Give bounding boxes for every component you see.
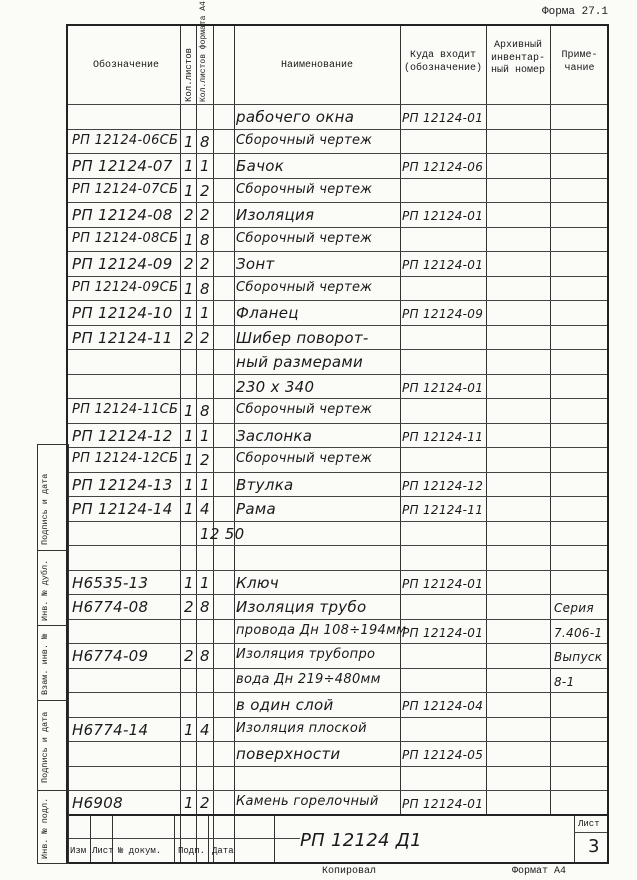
header-note: Приме-чание xyxy=(561,50,598,74)
cell-name: Сборочный чертеж xyxy=(236,451,373,466)
form-number: Форма 27.1 xyxy=(542,6,609,18)
row-line xyxy=(68,545,607,546)
cell-name: Втулка xyxy=(236,475,294,494)
cell-n2: 2 xyxy=(200,794,210,812)
row-line xyxy=(68,594,607,595)
tb-list-label: Лист xyxy=(578,819,600,829)
cell-note: 7.406-1 xyxy=(554,625,603,640)
cell-name: Сборочный чертеж xyxy=(236,279,373,295)
tb-line xyxy=(90,816,91,862)
cell-n1: 1 xyxy=(184,451,194,469)
row-line xyxy=(68,570,607,571)
cell-designation: РП 12124-11 xyxy=(72,328,173,347)
header-name: Наименование xyxy=(280,60,353,71)
cell-designation: РП 12124-08СБ xyxy=(72,230,179,246)
cell-where: РП 12124-05 xyxy=(402,748,484,762)
margin-line xyxy=(38,550,68,551)
cell-designation: РП 12124-11СБ xyxy=(72,402,179,417)
tb-line xyxy=(208,816,209,862)
margin-line xyxy=(38,700,68,701)
row-line xyxy=(68,692,607,693)
row-line xyxy=(68,325,607,326)
cell-n1: 2 xyxy=(184,206,194,224)
cell-name: Изоляция трубопро xyxy=(236,647,376,662)
cell-name: Сборочный чертеж xyxy=(236,132,373,148)
cell-name: ный размерами xyxy=(236,353,364,371)
cell-n1: 2 xyxy=(184,255,194,273)
cell-designation: РП 12124-13 xyxy=(72,475,173,494)
row-line xyxy=(68,276,607,277)
cell-n2: 8 xyxy=(200,132,210,151)
cell-n1: 1 xyxy=(184,500,194,518)
cell-n2: 1 xyxy=(200,157,210,175)
cell-note: 8-1 xyxy=(554,674,575,689)
tb-line xyxy=(174,816,175,862)
cell-n1: 1 xyxy=(184,230,194,249)
col-line xyxy=(196,26,197,862)
cell-where: РП 12124-01 xyxy=(402,258,484,272)
row-line xyxy=(68,790,607,791)
margin-inv-dubl: Инв. № дубл. xyxy=(40,559,50,621)
cell-n1: 2 xyxy=(184,647,194,665)
col-line xyxy=(234,26,235,816)
cell-n2: 1 xyxy=(200,475,210,494)
cell-designation: Н6774-09 xyxy=(72,647,149,665)
col-line xyxy=(400,26,401,816)
tb-line xyxy=(274,816,275,862)
cell-n1: 1 xyxy=(184,573,194,592)
cell-n2: 4 xyxy=(200,500,210,518)
row-line xyxy=(68,202,607,203)
header-line xyxy=(68,104,607,105)
col-line xyxy=(180,26,181,862)
cell-n1: 1 xyxy=(184,132,194,151)
cell-n1: 1 xyxy=(184,426,194,445)
cell-name: Изоляция плоской xyxy=(236,720,367,736)
row-line xyxy=(68,178,607,179)
cell-n1: 1 xyxy=(184,475,194,494)
cell-name: Зонт xyxy=(236,255,275,273)
cell-n1: 1 xyxy=(184,720,194,739)
cell-name: Рама xyxy=(236,500,276,518)
cell-n2: 2 xyxy=(200,206,210,224)
margin-stamp xyxy=(37,444,69,864)
cell-where: РП 12124-06 xyxy=(402,160,484,174)
col-line xyxy=(213,26,214,862)
cell-name: Сборочный чертеж xyxy=(236,230,373,246)
tb-list: Лист xyxy=(92,846,114,856)
cell-n1: 1 xyxy=(184,304,194,322)
tb-line xyxy=(234,816,235,862)
tb-data: Дата xyxy=(212,846,234,856)
cell-designation: Н6774-14 xyxy=(72,720,149,739)
row-line xyxy=(68,717,607,718)
cell-name: Бачок xyxy=(236,157,285,175)
header-sheets-count: Кол.листов xyxy=(184,47,194,102)
header-where-used: Куда входит (обозначение) xyxy=(403,50,482,74)
cell-name: Камень горелочный xyxy=(236,794,379,809)
cell-n2: 8 xyxy=(200,402,210,420)
tb-no-dokum: № докум. xyxy=(118,846,162,856)
cell-name: в один слой xyxy=(236,696,334,714)
cell-note: Выпуск xyxy=(554,650,603,664)
header-designation: Обозначение xyxy=(92,60,159,71)
cell-n2: 8 xyxy=(200,230,210,249)
cell-name: Фланец xyxy=(236,304,299,322)
row-line xyxy=(68,349,607,350)
footer-format: Формат А4 xyxy=(512,866,567,877)
cell-where: РП 12124-11 xyxy=(402,503,484,517)
margin-inv-podl: Инв. № подл. xyxy=(40,797,50,859)
header-sheets-a4: Кол.листов формата А4 xyxy=(199,1,208,102)
row-line xyxy=(68,447,607,448)
cell-note: Серия xyxy=(554,601,594,615)
margin-line xyxy=(38,625,68,626)
row-line xyxy=(68,496,607,497)
cell-name: Изоляция xyxy=(236,206,315,224)
cell-designation: РП 12124-10 xyxy=(72,304,173,322)
cell-name: Заслонка xyxy=(236,426,313,445)
cell-designation: РП 12124-08 xyxy=(72,206,173,224)
cell-n2: 8 xyxy=(200,279,210,298)
cell-n2: 1 xyxy=(200,426,210,445)
row-line xyxy=(68,766,607,767)
tb-izm: Изм xyxy=(70,846,87,856)
row-line xyxy=(68,423,607,424)
cell-name: Сборочный чертеж xyxy=(236,402,373,417)
cell-name: поверхности xyxy=(236,745,341,763)
row-line xyxy=(68,227,607,228)
margin-podpis1: Подпись и дата xyxy=(40,473,50,545)
col-line xyxy=(486,26,487,816)
tb-podp: Подп. xyxy=(178,846,206,856)
cell-n1: 2 xyxy=(184,598,194,616)
row-line xyxy=(68,521,607,522)
row-line xyxy=(68,668,607,669)
footer-copied: Копировал xyxy=(322,866,377,877)
row-line xyxy=(68,251,607,252)
cell-name: провода Дн 108÷194мм xyxy=(236,622,407,638)
row-line xyxy=(68,643,607,644)
cell-designation: РП 12124-07 xyxy=(72,157,173,175)
cell-name: вода Дн 219÷480мм xyxy=(236,671,381,687)
title-block xyxy=(68,814,607,862)
row-line xyxy=(68,153,607,154)
margin-line xyxy=(38,790,68,791)
tb-document-code: РП 12124 Д1 xyxy=(300,830,422,851)
cell-where: РП 12124-01 xyxy=(402,209,484,223)
cell-n2: 4 xyxy=(200,720,210,739)
cell-name: Ключ xyxy=(236,573,279,592)
cell-n2: 1 xyxy=(200,573,210,592)
cell-where: РП 12124-01 xyxy=(402,111,484,125)
tb-line xyxy=(574,816,575,862)
cell-designation: Н6774-08 xyxy=(72,598,149,616)
row-line xyxy=(68,129,607,130)
cell-where: РП 12124-01 xyxy=(402,625,484,640)
cell-n1: 1 xyxy=(184,794,194,812)
cell-designation: РП 12124-12 xyxy=(72,426,173,445)
cell-designation: РП 12124-14 xyxy=(72,500,173,518)
row-line xyxy=(68,300,607,301)
cell-designation: Н6535-13 xyxy=(72,573,149,592)
cell-designation: РП 12124-09 xyxy=(72,255,173,273)
cell-designation: Н6908 xyxy=(72,794,123,812)
cell-name: Шибер поворот- xyxy=(236,328,369,347)
cell-n2: 2 xyxy=(200,328,210,347)
tb-line xyxy=(574,832,607,833)
cell-where: РП 12124-01 xyxy=(402,380,484,395)
cell-name: Сборочный чертеж xyxy=(236,181,373,197)
cell-n2: 2 xyxy=(200,255,210,273)
cell-n1: 1 xyxy=(184,157,194,175)
cell-where: РП 12124-12 xyxy=(402,478,484,493)
header-archive: Архивный инвентар-ный номер xyxy=(490,40,545,76)
cell-n1: 1 xyxy=(184,279,194,298)
cell-designation: РП 12124-09СБ xyxy=(72,279,179,295)
cell-where: РП 12124-09 xyxy=(402,307,484,321)
row-line xyxy=(68,374,607,375)
cell-name: рабочего окна xyxy=(236,108,355,126)
cell-n2: 8 xyxy=(200,647,210,665)
margin-podpis2: Подпись и дата xyxy=(40,711,50,783)
cell-n1: 1 xyxy=(184,181,194,200)
margin-vzam: Взам. инв. № xyxy=(40,633,50,695)
cell-where: РП 12124-01 xyxy=(402,576,484,591)
row-line xyxy=(68,472,607,473)
cell-name: Изоляция трубо xyxy=(236,598,367,616)
row-line xyxy=(68,619,607,620)
row-line xyxy=(68,398,607,399)
cell-designation: РП 12124-07СБ xyxy=(72,181,179,197)
col-line xyxy=(550,26,551,816)
cell-n2: 2 xyxy=(200,451,210,469)
cell-n2: 8 xyxy=(200,598,210,616)
cell-n1: 1 xyxy=(184,402,194,420)
cell-name: 230 х 340 xyxy=(236,377,315,396)
cell-where: РП 12124-01 xyxy=(402,797,484,811)
row-line xyxy=(68,741,607,742)
cell-n2: 1 xyxy=(200,304,210,322)
cell-n2: 12 50 xyxy=(200,524,245,543)
cell-designation: РП 12124-06СБ xyxy=(72,132,179,148)
tb-line xyxy=(68,838,300,839)
tb-list-number: 3 xyxy=(588,836,600,857)
cell-where: РП 12124-11 xyxy=(402,429,484,444)
cell-where: РП 12124-04 xyxy=(402,699,484,713)
cell-designation: РП 12124-12СБ xyxy=(72,451,179,466)
cell-n1: 2 xyxy=(184,328,194,347)
cell-n2: 2 xyxy=(200,181,210,200)
